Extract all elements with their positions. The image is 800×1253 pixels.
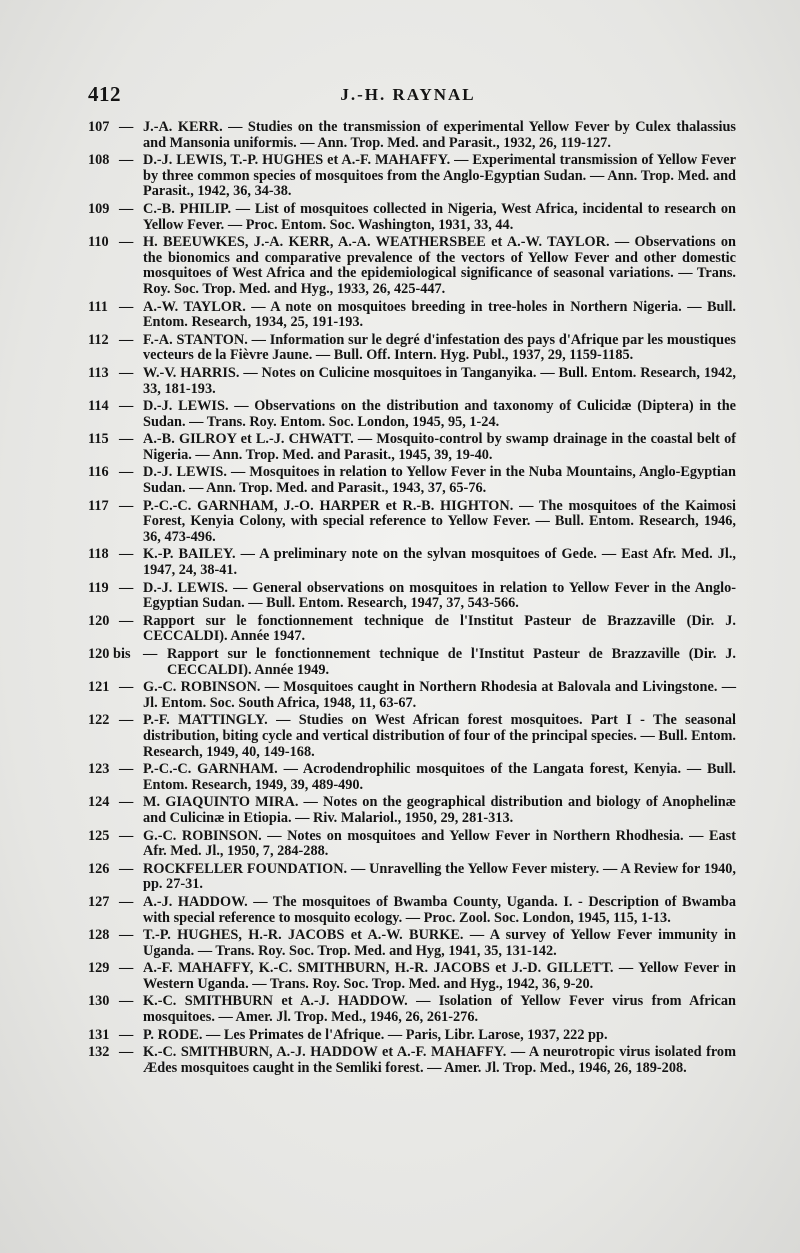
reference-text: H. BEEUWKES, J.-A. KERR, A.-A. WEATHERSBEE et A.-W. TAYLOR. — Observations on the bionomics and comparative prevalence of the vectors of Yellow Fever and other domestic mosquitoes of West Africa and the epidemiological significance of seasonal variations. — Trans. Roy. Soc. Trop. Med. and Hyg., 1933, 26, 425-447. — [143, 234, 736, 297]
reference-number: 118 — [88, 546, 109, 563]
reference-entry — [88, 581, 736, 612]
reference-entry — [88, 961, 736, 992]
reference-dash: — — [119, 364, 134, 381]
reference-number: 110 — [88, 234, 109, 251]
reference-dash: — — [143, 646, 158, 662]
reference-entry — [88, 862, 736, 893]
reference-text: A.-F. MAHAFFY, K.-C. SMITHBURN, H.-R. JACOBS et J.-D. GILLETT. — Yellow Fever in Western Uganda. — Trans. Roy. Soc. Trop. Med. and Hyg., 1942, 36, 9-20. — [143, 960, 736, 992]
reference-text: W.-V. HARRIS. — Notes on Culicine mosquitoes in Tanganyika. — Bull. Entom. Research, 1942, 33, 181-193. — [143, 364, 736, 397]
reference-number: 130 — [88, 993, 110, 1010]
reference-dash: — — [119, 234, 134, 251]
reference-dash: — — [119, 579, 134, 596]
reference-number: 109 — [88, 200, 110, 217]
reference-number: 129 — [88, 960, 110, 977]
reference-number: 127 — [88, 893, 110, 910]
reference-number: 122 — [88, 712, 110, 729]
reference-number: 126 — [88, 860, 110, 877]
reference-entry — [88, 499, 736, 546]
reference-text: J.-A. KERR. — Studies on the transmission of experimental Yellow Fever by Culex thalassius and Mansonia uniformis. — Ann. Trop. Med. and Parasit., 1932, 26, 119-127. — [143, 119, 736, 151]
reference-number: 111 — [88, 298, 108, 315]
reference-dash: — — [119, 431, 134, 448]
reference-dash: — — [119, 612, 134, 629]
reference-text: G.-C. ROBINSON. — Mosquitoes caught in Northern Rhodesia at Balovala and Livingstone. — Jl. Entom. Soc. South Africa, 1948, 11, 63-67. — [143, 679, 736, 711]
reference-number: 115 — [88, 431, 109, 448]
reference-entry — [88, 762, 736, 793]
reference-entry — [88, 235, 736, 297]
reference-entry — [88, 202, 736, 233]
reference-text: P. RODE. — Les Primates de l'Afrique. — Paris, Libr. Larose, 1937, 222 pp. — [143, 1026, 608, 1043]
reference-text: C.-B. PHILIP. — List of mosquitoes collected in Nigeria, West Africa, incidental to research on Yellow Fever. — Proc. Entom. Soc. Washington, 1931, 33, 44. — [143, 200, 736, 233]
reference-number: 119 — [88, 579, 109, 596]
reference-text: D.-J. LEWIS, T.-P. HUGHES et A.-F. MAHAFFY. — Experimental transmission of Yellow Fever by three common species of mosquitoes from the Anglo-Egyptian Sudan. — Ann. Trop. Med. and Parasit., 1942, 36, 34-38. — [143, 152, 736, 200]
reference-entry — [88, 895, 736, 926]
reference-number: 107 — [88, 119, 110, 135]
reference-dash: — — [119, 546, 134, 563]
reference-entry — [88, 399, 736, 430]
reference-text: P.-C.-C. GARNHAM. — Acrodendrophilic mosquitoes of the Langata forest, Kenyia. — Bull. Entom. Research, 1949, 39, 489-490. — [143, 761, 736, 793]
reference-dash: — — [119, 1044, 134, 1061]
reference-number: 108 — [88, 152, 110, 169]
reference-list — [88, 120, 736, 1078]
reference-dash: — — [119, 761, 134, 778]
reference-entry — [88, 647, 736, 678]
reference-text: K.-P. BAILEY. — A preliminary note on the sylvan mosquitoes of Gede. — East Afr. Med. Jl., 1947, 24, 38-41. — [143, 546, 736, 579]
page-header — [88, 82, 728, 108]
reference-text: D.-J. LEWIS. — General observations on mosquitoes in relation to Yellow Fever in the Anglo-Egyptian Sudan. — Bull. Entom. Research, 1947, 37, 543-566. — [143, 579, 736, 612]
reference-entry — [88, 994, 736, 1025]
reference-entry — [88, 153, 736, 200]
reference-text: ROCKFELLER FOUNDATION. — Unravelling the Yellow Fever mistery. — A Review for 1940, pp. 27-31. — [143, 860, 736, 893]
reference-dash: — — [119, 893, 134, 910]
reference-entry — [88, 1045, 736, 1076]
reference-text: P.-F. MATTINGLY. — Studies on West African forest mosquitoes. Part I - The seasonal distribution, biting cycle and vertical distribution of four of the principal species. — Bull. Entom. Research, 1949, 40, 149-168. — [143, 712, 736, 760]
reference-entry — [88, 829, 736, 860]
reference-number: 121 — [88, 679, 110, 696]
reference-number: 132 — [88, 1044, 110, 1061]
reference-text: M. GIAQUINTO MIRA. — Notes on the geographical distribution and biology of Anophelinæ and Culicinæ in Etiopia. — Riv. Malariol., 1950, 29, 281-313. — [143, 794, 736, 826]
running-head: J.-H. RAYNAL — [340, 85, 476, 104]
reference-dash: — — [119, 1026, 134, 1043]
reference-number: 125 — [88, 827, 110, 844]
reference-number: 131 — [88, 1026, 110, 1043]
page-number: 412 — [88, 82, 121, 106]
reference-entry — [88, 547, 736, 578]
reference-number: 114 — [88, 398, 109, 415]
reference-number: 116 — [88, 464, 109, 481]
reference-text: K.-C. SMITHBURN et A.-J. HADDOW. — Isolation of Yellow Fever virus from African mosquitoes. — Amer. Jl. Trop. Med., 1946, 26, 261-276. — [143, 993, 736, 1026]
reference-dash: — — [119, 398, 134, 415]
reference-entry — [88, 120, 736, 151]
reference-number: 124 — [88, 794, 110, 811]
reference-text: K.-C. SMITHBURN, A.-J. HADDOW et A.-F. MAHAFFY. — A neurotropic virus isolated from Ædes mosquitoes caught in the Semliki forest. — Amer. Jl. Trop. Med., 1946, 26, 189-208. — [143, 1044, 736, 1076]
reference-number: 112 — [88, 331, 109, 348]
reference-text: A.-J. HADDOW. — The mosquitoes of Bwamba County, Uganda. I. - Description of Bwamba with special reference to mosquito ecology. — Proc. Zool. Soc. London, 1945, 115, 1-13. — [143, 893, 736, 926]
reference-dash: — — [119, 331, 134, 348]
reference-number: 117 — [88, 497, 109, 514]
reference-text: G.-C. ROBINSON. — Notes on mosquitoes and Yellow Fever in Northern Rhodhesia. — East Afr. Med. Jl., 1950, 7, 284-288. — [143, 827, 736, 860]
reference-entry — [88, 614, 736, 645]
reference-entry — [88, 366, 736, 397]
reference-number: 120 — [88, 612, 110, 629]
reference-entry — [88, 795, 736, 826]
reference-text: P.-C.-C. GARNHAM, J.-O. HARPER et R.-B. HIGHTON. — The mosquitoes of the Kaimosi Forest, Kenyia Colony, with special reference to Yellow Fever. — Bull. Entom. Research, 1946, 36, 473-496. — [143, 497, 736, 545]
reference-entry — [88, 713, 736, 760]
reference-dash: — — [119, 794, 134, 811]
reference-text: Rapport sur le fonctionnement technique de l'Institut Pasteur de Brazzaville (Dir. J. CECCALDI). Année 1947. — [143, 612, 736, 645]
reference-text: A.-W. TAYLOR. — A note on mosquitoes breeding in tree-holes in Northern Nigeria. — Bull. Entom. Research, 1934, 25, 191-193. — [143, 298, 736, 331]
reference-text: D.-J. LEWIS. — Observations on the distribution and taxonomy of Culicidæ (Diptera) in the Sudan. — Trans. Roy. Entom. Soc. London, 1945, 95, 1-24. — [143, 398, 736, 430]
reference-text: Rapport sur le fonctionnement technique de l'Institut Pasteur de Brazzaville (Dir. J. CECCALDI). Année 1949. — [167, 646, 736, 678]
reference-dash: — — [119, 827, 134, 844]
reference-dash: — — [119, 464, 134, 481]
reference-dash: — — [119, 497, 134, 514]
reference-text: F.-A. STANTON. — Information sur le degré d'infestation des pays d'Afrique par les moustiques vecteurs de la Fièvre Jaune. — Bull. Off. Intern. Hyg. Publ., 1937, 29, 1159-1185. — [143, 331, 736, 364]
reference-dash: — — [119, 860, 134, 877]
reference-entry — [88, 432, 736, 463]
reference-number: 123 — [88, 761, 110, 778]
reference-number: 128 — [88, 927, 110, 944]
reference-dash: — — [119, 712, 134, 729]
reference-number: 120 bis — [88, 646, 131, 662]
reference-text: T.-P. HUGHES, H.-R. JACOBS et A.-W. BURKE. — A survey of Yellow Fever immunity in Uganda. — Trans. Roy. Soc. Trop. Med. and Hyg, 1941, 35, 131-142. — [143, 927, 736, 959]
reference-dash: — — [119, 152, 134, 169]
reference-text: D.-J. LEWIS. — Mosquitoes in relation to Yellow Fever in the Nuba Mountains, Anglo-Egyptian Sudan. — Ann. Trop. Med. and Parasit., 1943, 37, 65-76. — [143, 464, 736, 497]
reference-entry — [88, 1028, 736, 1044]
reference-entry — [88, 465, 736, 496]
reference-dash: — — [119, 960, 134, 977]
reference-dash: — — [119, 927, 134, 944]
reference-entry — [88, 680, 736, 711]
reference-entry — [88, 928, 736, 959]
reference-number: 113 — [88, 364, 109, 381]
reference-dash: — — [119, 679, 134, 696]
reference-text: A.-B. GILROY et L.-J. CHWATT. — Mosquito-control by swamp drainage in the coastal belt of Nigeria. — Ann. Trop. Med. and Parasit., 1945, 39, 19-40. — [143, 431, 736, 463]
reference-dash: — — [119, 119, 134, 135]
reference-entry — [88, 300, 736, 331]
reference-dash: — — [119, 993, 134, 1010]
reference-dash: — — [119, 298, 134, 315]
reference-entry — [88, 333, 736, 364]
reference-dash: — — [119, 200, 134, 217]
